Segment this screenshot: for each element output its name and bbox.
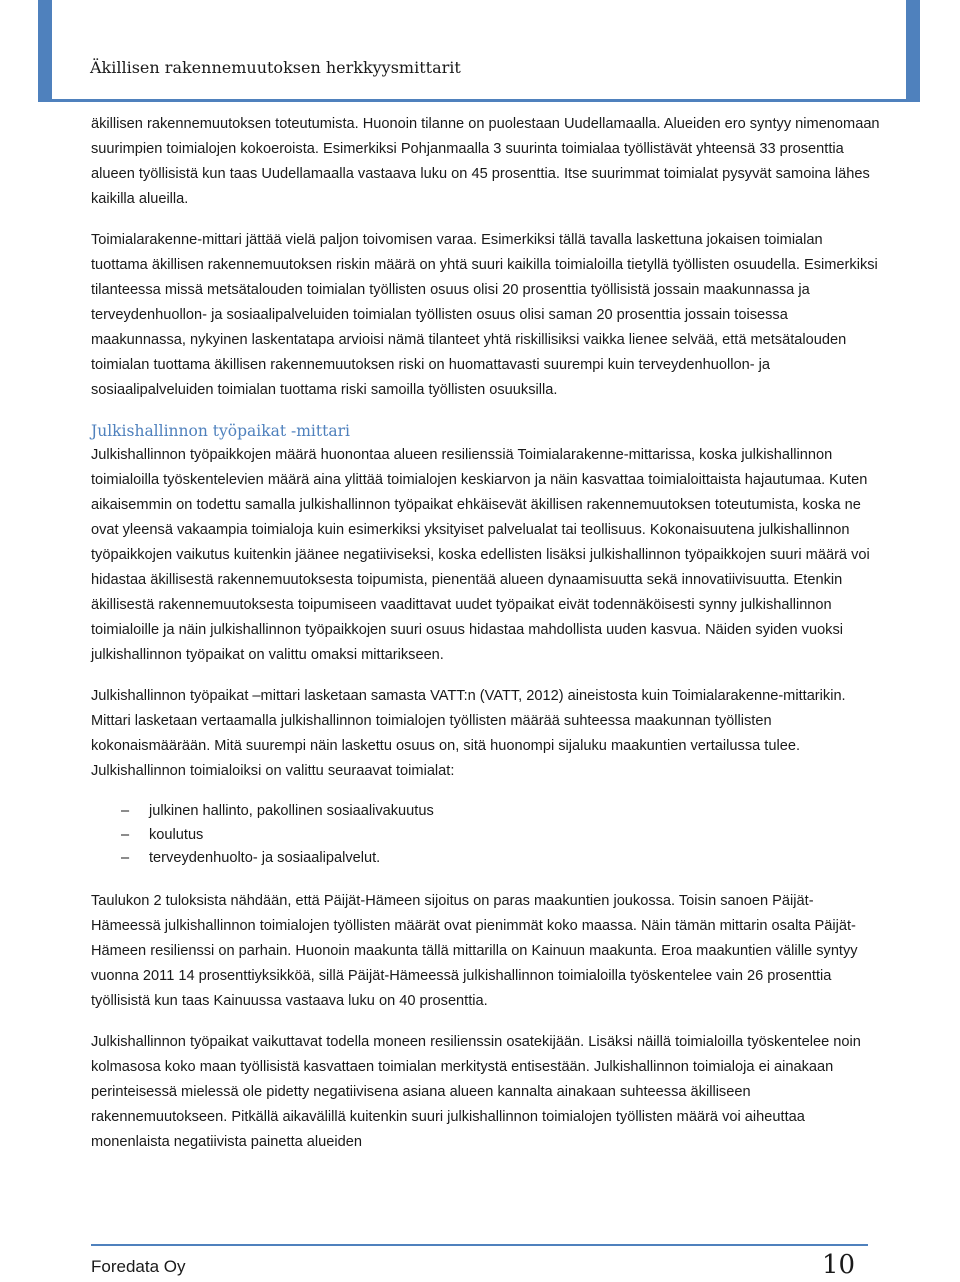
list-item bbox=[91, 800, 881, 824]
list-item-text: koulutus bbox=[149, 826, 204, 843]
list-item-text: terveydenhuolto- ja sosiaalipalvelut. bbox=[149, 850, 381, 866]
header-accent-bar-left bbox=[38, 0, 52, 100]
page-number: 10 bbox=[822, 1250, 856, 1280]
footer-rule bbox=[91, 1244, 868, 1246]
paragraph-5: Taulukon 2 tuloksista nähdään, että Päijät-Hämeen sijoitus on paras maakuntien joukossa. Toisin sanoen Päijät-Hämeessä julkishallinnon toimialojen työllisten määrät ovat pienimmät koko maassa. Näin tämän mittarin osalta Päijät-Hämeen resilienssi on parhain. Huonoin maakunta tällä mittarilla on Kainuun maakunta. Eroa maakuntien välille syntyy vuonna 2011 14 prosenttiyksikköä, sillä Päijät-Hämeessä julkishallinnon toimialoilla työskentelee vain 26 prosenttia työllisistä kun taas Kainuussa vastaava luku on 40 prosenttia. bbox=[91, 892, 858, 1009]
page-body bbox=[91, 112, 881, 1171]
header-rule bbox=[38, 99, 920, 102]
footer-company-name: Foredata Oy bbox=[91, 1257, 186, 1276]
list-item bbox=[91, 824, 881, 848]
header-accent-bar-right bbox=[906, 0, 920, 100]
list-dash-marker: – bbox=[121, 803, 130, 819]
paragraph-6: Julkishallinnon työpaikat vaikuttavat todella moneen resilienssin osatekijään. Lisäksi näillä toimialoilla työskentelee noin kolmasosa koko maan työllisistä kasvattaen toimialan merkitystä entisestään. Julkishallinnon toimialoja ei ainakaan perinteisessä mielessä ole pidetty negatiivisena asiana alueen kannalta ainakaan suhteessa äkilliseen rakennemuutokseen. Pitkällä aikavälillä kuitenkin suuri julkishallinnon toimialojen työllisten määrä voi aiheuttaa monenlaista negatiivista painetta alueiden bbox=[91, 1033, 861, 1150]
list-item-text: julkinen hallinto, pakollinen sosiaalivakuutus bbox=[149, 803, 434, 819]
list-item bbox=[91, 847, 881, 871]
industry-list bbox=[91, 800, 881, 871]
paragraph-1: äkillisen rakennemuutoksen toteutumista. Huonoin tilanne on puolestaan Uudellamaalla. Alueiden ero syntyy nimenomaan suurimpien toimialojen kokoeroista. Esimerkiksi Pohjanmaalla 3 suurinta toimialaa työllistävät yhteensä 33 prosenttia alueen työllisistä kun taas Uudellamaalla vastaava luku on 45 prosenttia. Itse suurimmat toimialat pysyvät samoina lähes kaikilla alueilla. bbox=[91, 116, 880, 207]
section-heading: Julkishallinnon työpaikat -mittari bbox=[91, 422, 350, 440]
list-dash-marker: – bbox=[121, 850, 130, 866]
paragraph-3: Julkishallinnon työpaikkojen määrä huonontaa alueen resilienssiä Toimialarakenne-mittarissa, koska julkishallinnon toimialoilla työskentelevien määrä aina ylittää toimialojen keskiarvon ja näin kasvattaa toimialoittaista hajautumaa. Kuten aikaisemmin on todettu samalla julkishallinnon työpaikat ehkäisevät äkillisen rakennemuutoksen toteutumista, koska ne ovat yleensä vakaampia toimialoja kuin esimerkiksi yksityiset palvelualat tai teollisuus. Kokonaisuutena julkishallinnon työpaikkojen vaikutus kuitenkin jäänee negatiiviseksi, koska edellisten lisäksi julkishallinnon työpaikkojen suuri määrä voi hidastaa äkillisestä rakennemuutoksesta toipumista, pienentää alueen dynaamisuutta sekä innovatiivisuutta. Etenkin äkillisestä rakennemuutoksesta toipumiseen vaadittavat uudet työpaikat eivät todennäköisesti synny julkishallinnon toimialoille ja näin julkishallinnon työpaikkojen suuri osuus hidastaa mahdollista uuden kasvua. Näiden syiden vuoksi julkishallinnon työpaikat on valittu omaksi mittarikseen. bbox=[91, 447, 870, 663]
paragraph-4: Julkishallinnon työpaikat –mittari lasketaan samasta VATT:n (VATT, 2012) aineistosta kuin Toimialarakenne-mittarikin. Mittari lasketaan vertaamalla julkishallinnon toimialojen työllisten määrää suhteessa maakunnan työllisten kokonaismäärään. Mitä suurempi näin laskettu osuus on, sitä huonompi sijaluku maakuntien vertailussa tulee. Julkishallinnon toimialoiksi on valittu seuraavat toimialat: bbox=[91, 688, 846, 779]
list-dash-marker: – bbox=[121, 826, 130, 843]
running-header-title: Äkillisen rakennemuutoksen herkkyysmittarit bbox=[90, 58, 461, 77]
paragraph-2: Toimialarakenne-mittari jättää vielä paljon toivomisen varaa. Esimerkiksi tällä tavalla laskettuna jokaisen toimialan tuottama äkillisen rakennemuutoksen riskin määrä on yhtä suuri kaikilla toimialoilla tietyllä työllisten osuudella. Esimerkiksi tilanteessa missä metsätalouden toimialan työllisten osuus olisi 20 prosenttia työllisistä jossain maakunnassa ja terveydenhuollon- ja sosiaalipalveluiden toimialan työllisten osuus olisi saman 20 prosenttia jossain toisessa maakunnassa, nykyinen laskentatapa arvioisi nämä tilanteet yhtä riskillisiksi vaikka lienee selvää, että metsätalouden toimialan tuottama äkillisen rakennemuutoksen riski on huomattavasti suurempi kuin terveydenhuollon- ja sosiaalipalveluiden toimialan tuottama riski samoilla työllisten osuuksilla. bbox=[91, 232, 878, 398]
